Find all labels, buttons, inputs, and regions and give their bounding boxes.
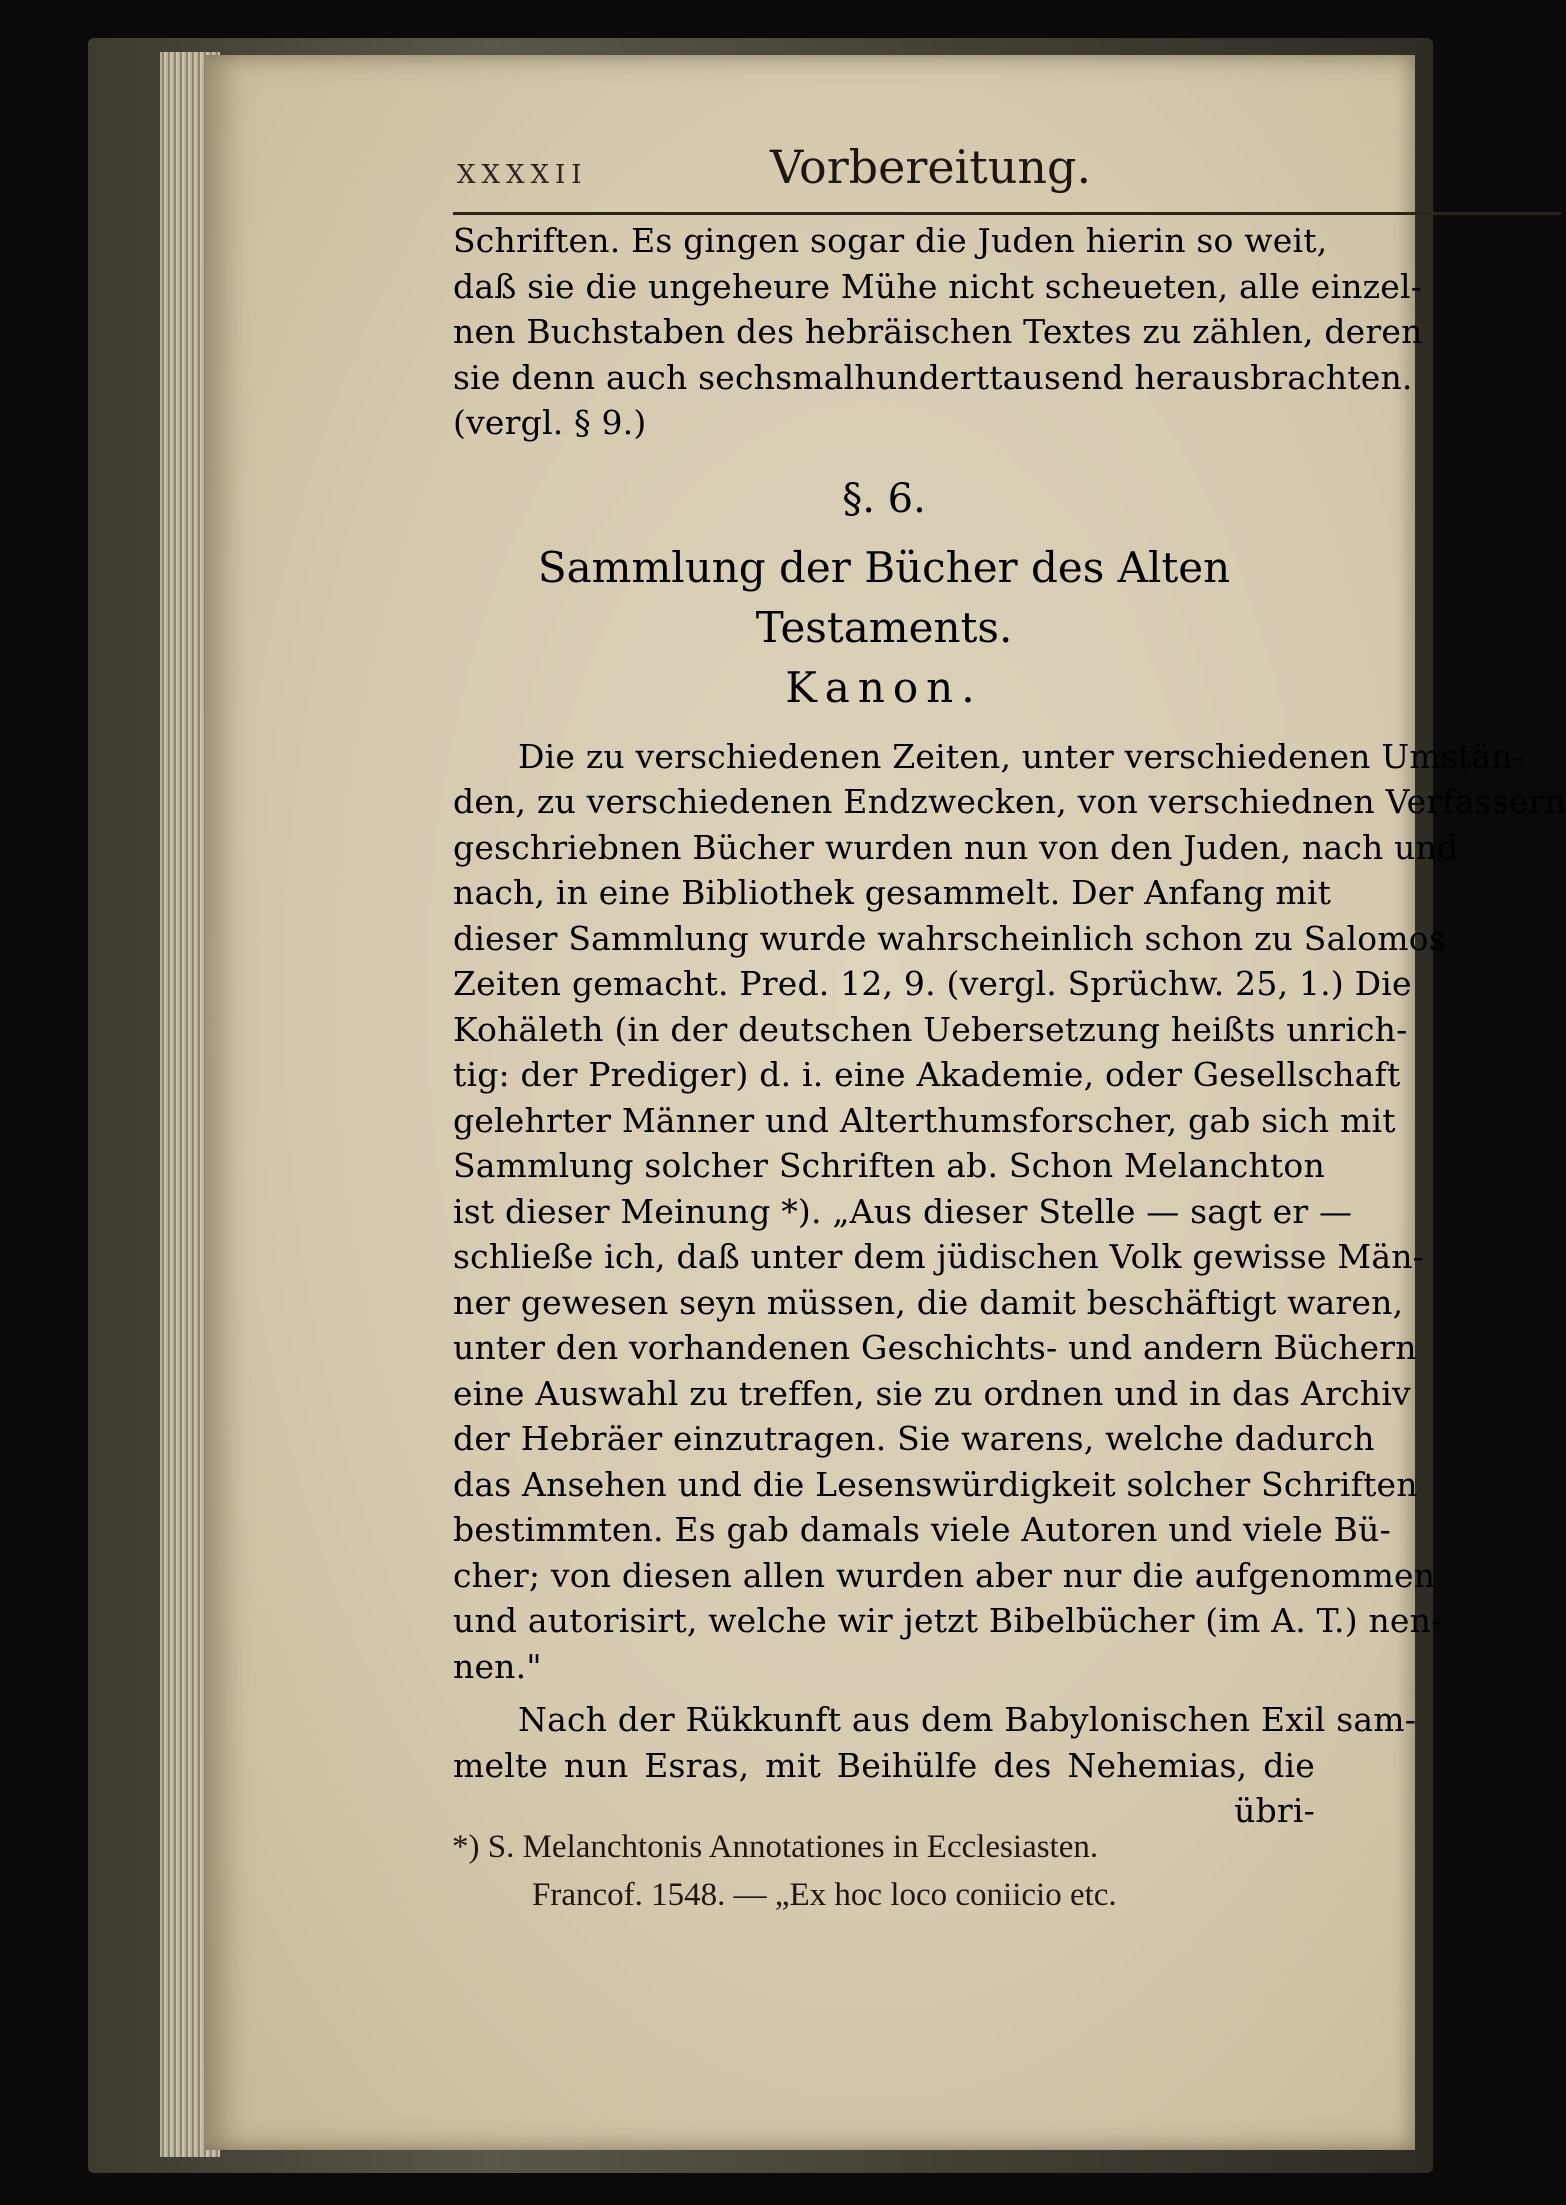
text-line: nen Buchstaben des hebräischen Textes zu zählen, deren bbox=[453, 312, 1423, 351]
text-line: schließe ich, daß unter dem jüdischen Volk gewisse Män- bbox=[453, 1237, 1424, 1276]
running-title: Vorbereitung. bbox=[770, 140, 1092, 194]
intro-paragraph bbox=[453, 218, 1423, 446]
section-title: Sammlung der Bücher des Alten Testaments. bbox=[537, 542, 1231, 652]
text-line: melte nun Esras, mit Beihülfe des Nehemias, die bbox=[453, 1745, 1315, 1785]
text-line: nach, in eine Bibliothek gesammelt. Der Anfang mit bbox=[453, 873, 1332, 912]
text-line: und autorisirt, welche wir jetzt Bibelbücher (im A. T.) nen- bbox=[453, 1601, 1443, 1640]
text-line: cher; von diesen allen wurden aber nur die aufgenommen bbox=[453, 1555, 1436, 1595]
footnote-line: Francof. 1548. — „Ex hoc loco coniicio etc. bbox=[532, 1877, 1117, 1913]
text-line: gelehrter Männer und Alterthumsforscher, gab sich mit bbox=[453, 1100, 1396, 1140]
text-line: Kohäleth (in der deutschen Uebersetzung heißts unrich- bbox=[453, 1009, 1408, 1049]
paragraph-1 bbox=[453, 734, 1566, 1690]
text-line: Sammlung solcher Schriften ab. Schon Melanchton bbox=[453, 1146, 1325, 1185]
text-line: ner gewesen seyn müssen, die damit beschäftigt waren, bbox=[453, 1282, 1404, 1322]
text-line: bestimmten. Es gab damals viele Autoren und viele Bü- bbox=[453, 1510, 1391, 1549]
text-line: nen." bbox=[453, 1646, 542, 1686]
text-line: tig: der Prediger) d. i. eine Akademie, oder Gesellschaft bbox=[453, 1055, 1401, 1094]
text-line: unter den vorhandenen Geschichts- und andern Büchern bbox=[453, 1328, 1417, 1367]
text-line: das Ansehen und die Lesenswürdigkeit solcher Schriften bbox=[453, 1464, 1418, 1504]
text-line: sie denn auch sechsmalhunderttausend herausbrachten. bbox=[453, 357, 1413, 397]
section-subtitle: Kanon. bbox=[785, 662, 983, 712]
text-line: daß sie die ungeheure Mühe nicht scheueten, alle einzel- bbox=[453, 266, 1423, 306]
folio-number: XXXXII bbox=[457, 160, 588, 190]
text-line: dieser Sammlung wurde wahrscheinlich schon zu Salomos bbox=[453, 918, 1446, 958]
text-line: Die zu verschiedenen Zeiten, unter verschiedenen Umstän- bbox=[518, 736, 1525, 776]
text-line: den, zu verschiedenen Endzwecken, von verschiednen Verfassern bbox=[453, 782, 1566, 821]
text-block bbox=[453, 218, 1566, 1834]
footnote bbox=[452, 1823, 1332, 1919]
text-line: geschriebnen Bücher wurden nun von den Juden, nach und bbox=[453, 827, 1459, 867]
text-line: Zeiten gemacht. Pred. 12, 9. (vergl. Sprüchw. 25, 1.) Die bbox=[453, 964, 1412, 1003]
text-line: Nach der Rükkunft aus dem Babylonischen Exil sam- bbox=[518, 1700, 1417, 1739]
header-rule bbox=[453, 212, 1561, 215]
section-number: §. 6. bbox=[842, 475, 926, 522]
text-line: der Hebräer einzutragen. Sie warens, welche dadurch bbox=[453, 1419, 1375, 1458]
paragraph-2 bbox=[453, 1697, 1417, 1834]
text-line: ist dieser Meinung *). „Aus dieser Stelle — sagt er — bbox=[453, 1191, 1353, 1231]
catchword: übri- bbox=[1234, 1791, 1315, 1830]
footnote-line: *) S. Melanchtonis Annotationes in Ecclesiasten. bbox=[452, 1829, 1099, 1865]
text-line: (vergl. § 9.) bbox=[453, 403, 647, 442]
text-line: Schriften. Es gingen sogar die Juden hierin so weit, bbox=[453, 221, 1328, 260]
text-line: eine Auswahl zu treffen, sie zu ordnen und in das Archiv bbox=[453, 1373, 1411, 1413]
